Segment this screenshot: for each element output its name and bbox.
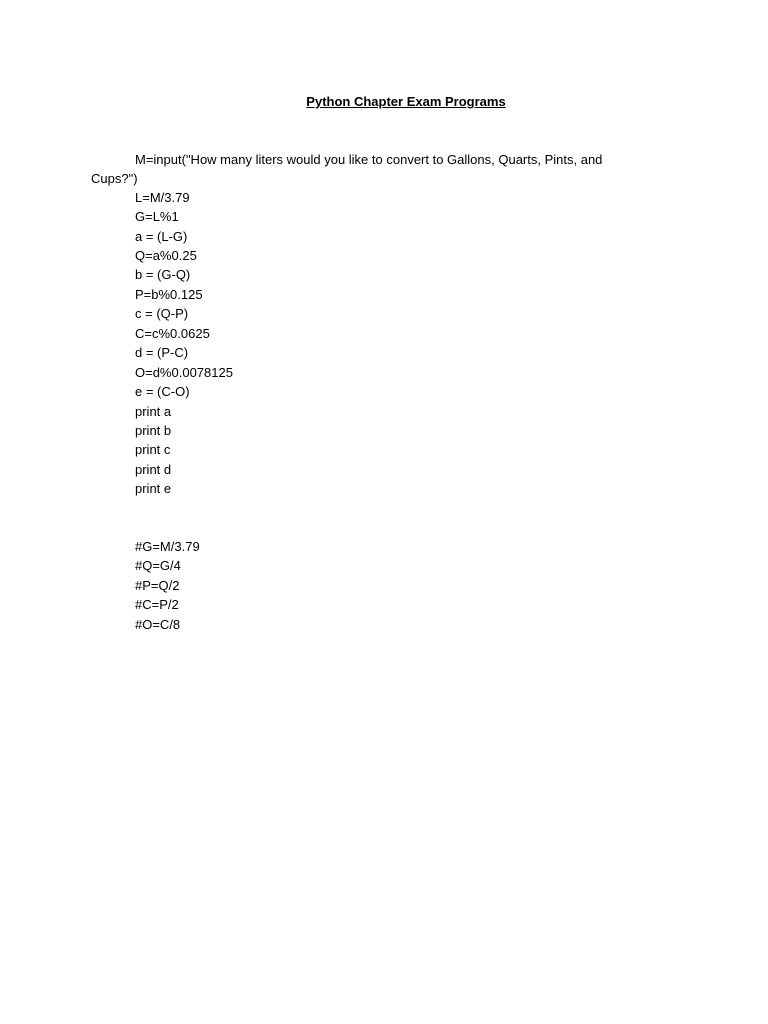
code-line: c = (Q-P) bbox=[135, 306, 189, 321]
code-line: G=L%1 bbox=[135, 209, 179, 224]
code-line-input: M=input("How many liters would you like to convert to Gallons, Quarts, Pints, and bbox=[135, 152, 603, 167]
code-line: e = (C-O) bbox=[135, 384, 190, 399]
code-line: O=d%0.0078125 bbox=[135, 365, 233, 380]
code-line-input-continuation: Cups?") bbox=[91, 171, 138, 186]
code-line: print d bbox=[135, 462, 172, 477]
code-line: print b bbox=[135, 423, 172, 438]
code-line: d = (P-C) bbox=[135, 345, 189, 360]
code-line: Q=a%0.25 bbox=[135, 248, 197, 263]
comment-line: #C=P/2 bbox=[135, 597, 179, 612]
code-line: b = (G-Q) bbox=[135, 267, 191, 282]
code-line: C=c%0.0625 bbox=[135, 326, 210, 341]
code-line: print c bbox=[135, 442, 171, 457]
comment-line: #Q=G/4 bbox=[135, 558, 181, 573]
code-line: L=M/3.79 bbox=[135, 190, 190, 205]
document-title: Python Chapter Exam Programs bbox=[306, 94, 506, 109]
comment-line: #P=Q/2 bbox=[135, 578, 180, 593]
comment-line: #O=C/8 bbox=[135, 617, 181, 632]
code-line: P=b%0.125 bbox=[135, 287, 203, 302]
comment-line: #G=M/3.79 bbox=[135, 539, 200, 554]
code-line: a = (L-G) bbox=[135, 229, 188, 244]
code-line: print a bbox=[135, 404, 172, 419]
code-line: print e bbox=[135, 481, 172, 496]
